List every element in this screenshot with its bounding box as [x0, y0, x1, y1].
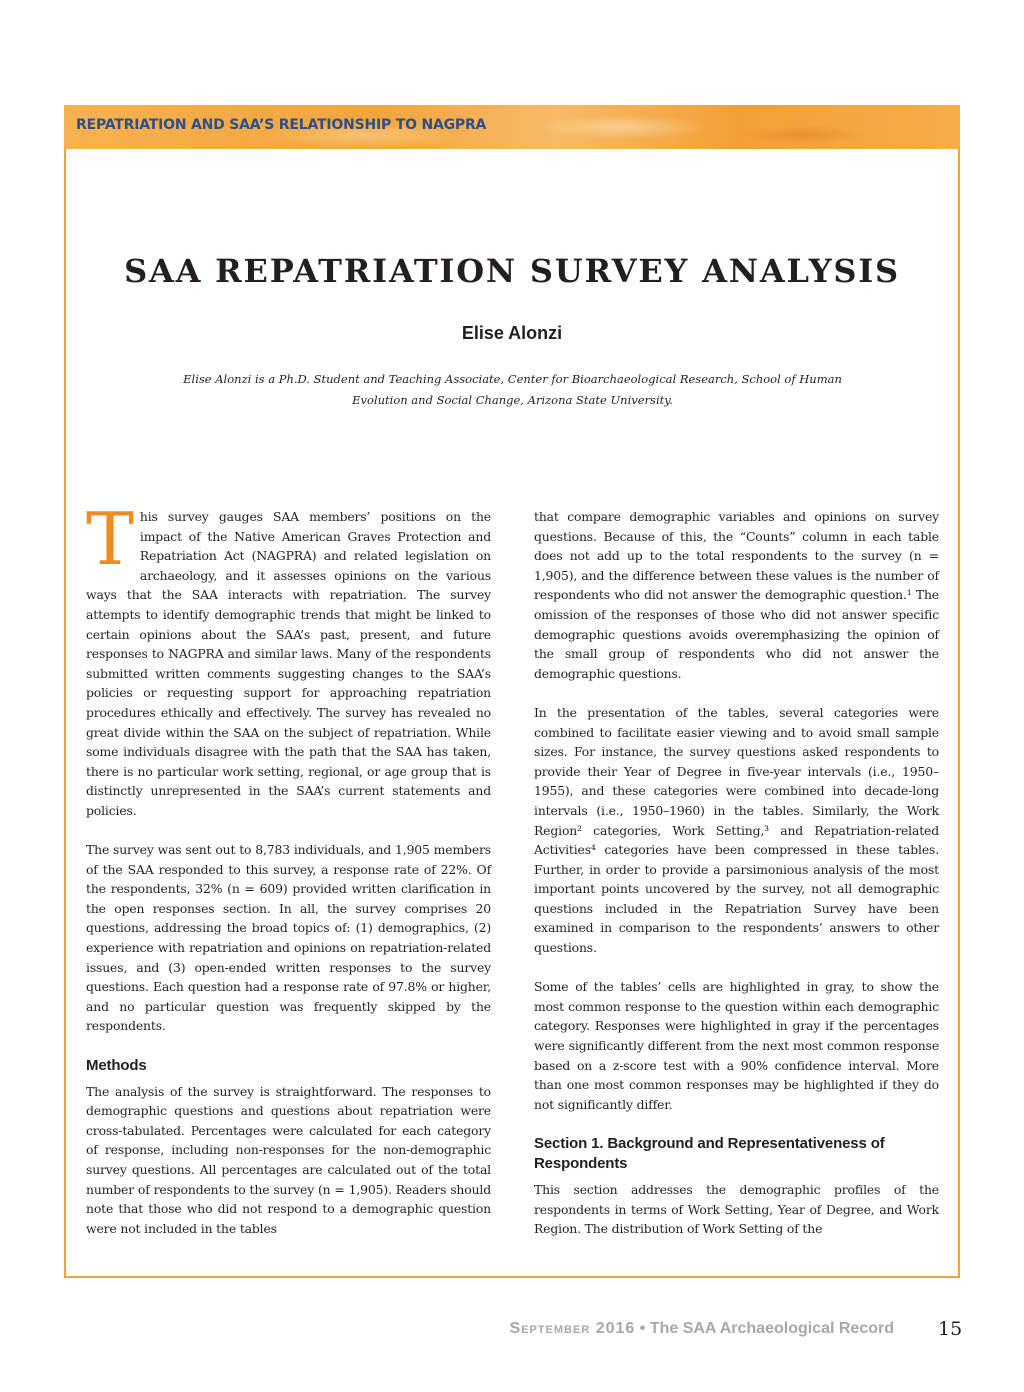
left-column: [86, 497, 491, 1258]
banner-title: REPATRIATION AND SAA’S RELATIONSHIP TO NAGPRA: [76, 117, 487, 133]
highlight-paragraph: Some of the tables’ cells are highlighted in gray, to show the most common response to the question within each demographic category. Responses were highlighted in gray if the percentages were significantly different from the next most common response based on a z-score test with a 90% confidence interval. More than one most common responses may be highlighted if they do not significantly differ.: [534, 979, 939, 1112]
footer-source: [509, 1320, 894, 1338]
section1-paragraph: This section addresses the demographic profiles of the respondents in terms of Work Setting, Year of Degree, and Work Region. The distribution of Work Setting of the: [534, 1182, 939, 1237]
drop-cap: T: [86, 497, 134, 581]
article-title: SAA REPATRIATION SURVEY ANALYSIS: [124, 252, 900, 290]
methods-heading: Methods: [86, 1056, 147, 1074]
survey-paragraph: The survey was sent out to 8,783 individuals, and 1,905 members of the SAA responded to this survey, a response rate of 22%. Of the respondents, 32% (n = 609) provided written clarification in the open responses section. In all, the survey comprises 20 questions, addressing the broad topics of: (1) demographics, (2) experience with repatriation and opinions on repatriation-related issues, and (3) open-ended written responses to the survey questions. Each question had a response rate of 97.8% or higher, and no particular question was frequently skipped by the respondents.: [86, 842, 491, 1034]
footer-publication: The SAA Archaeological Record: [649, 1320, 894, 1337]
author-name: Elise Alonzi: [461, 323, 563, 343]
section1-heading: Section 1. Background and Representativeness of Respondents: [534, 1135, 885, 1172]
tables-paragraph: In the presentation of the tables, several categories were combined to facilitate easier viewing and to avoid small sample sizes. For instance, the survey questions asked respondents to provide their Year of Degree in five-year intervals (i.e., 1950–1955), and these categories were combined into decade-long intervals (i.e., 1950–1960) in the tables. Similarly, the Work Region² categories, Work Setting,³ and Repatriation-related Activities⁴ categories have been compressed in these tables. Further, in order to provide a parsimonious analysis of the most important points uncovered by the survey, not all demographic questions included in the Repatriation Survey have been examined in comparison to the respondents’ answers to other questions.: [534, 704, 939, 956]
author-affiliation: Elise Alonzi is a Ph.D. Student and Teaching Associate, Center for Bioarchaeological Research, School of Human Evolution and Social Change, Arizona State University.: [183, 372, 842, 407]
footer-month: September 2016: [509, 1320, 636, 1337]
intro-paragraph: [86, 497, 491, 821]
section-banner: [64, 105, 960, 149]
methods-paragraph: The analysis of the survey is straightforward. The responses to demographic questions and questions about repatriation were cross-tabulated. Percentages were calculated for each category of response, including non-responses for the non-demographic survey questions. All percentages are calculated out of the total number of respondents to the survey (n = 1,905). Readers should note that those who did not respond to a demographic question were not included in the tables: [86, 1083, 491, 1236]
counts-paragraph: that compare demographic variables and opinions on survey questions. Because of this, the “Counts” column in each table does not add up to the total respondents to the survey (n = 1,905), and the difference between these values is the number of respondents who did not answer the demographic question.¹ The omission of the responses of those who did not answer specific demographic questions avoids overemphasizing the opinion of the small group of respondents who did not answer the demographic questions.: [534, 509, 939, 681]
intro-text: his survey gauges SAA members’ positions on the impact of the Native American Graves Protection and Repatriation Act (NAGPRA) and related legislation on archaeology, and it assesses opinions on the various ways that the SAA interacts with repatriation. The survey attempts to identify demographic trends that might be linked to certain opinions about the SAA’s past, present, and future responses to NAGPRA and similar laws. Many of the respondents submitted written comments suggesting changes to the SAA’s policies or requesting support for approaching repatriation procedures ethically and effectively. The survey has revealed no great divide within the SAA on the subject of repatriation. While some individuals disagree with the path that the SAA has taken, there is no particular work setting, regional, or age group that is distinctly unrepresented in the SAA’s current statements and policies.: [86, 509, 491, 818]
page-number: 15: [938, 1318, 963, 1340]
footer-separator: •: [635, 1320, 650, 1337]
right-column: [534, 507, 939, 1258]
